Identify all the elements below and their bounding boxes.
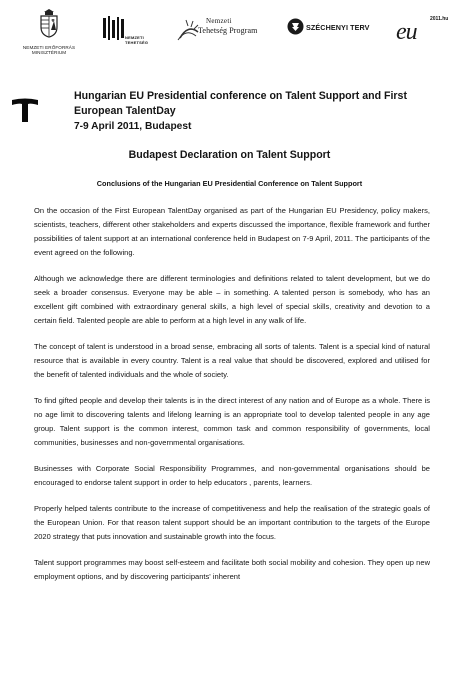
bars-logo — [103, 16, 163, 48]
bars-logo-line-2: TEHETSÉG — [125, 39, 149, 45]
paragraph-2: Although we acknowledge there are different terminologies and definitions related to talent development, but we do seek a broader consensus. Everyone may be able – in something. A talented person is somebody, who has an excellent gift combined with extraordinary general skills, a high level of special skills, creativity and devotion to a certain field. Talented people are able to perform at a high level in any walk of life. — [34, 274, 430, 325]
paragraph-7: Talent support programmes may boost self-esteem and facilitate both social mobility and cohesion. They open up new employment options, and by discovering participants' inherent — [34, 558, 430, 581]
barcode-bars-icon — [103, 16, 125, 46]
talent-logo-line-1: Nemzeti — [206, 17, 232, 25]
talent-program-logo — [176, 16, 276, 46]
declaration-subtitle: Conclusions of the Hungarian EU Presidential Conference on Talent Support — [96, 179, 363, 188]
ministry-line-1: NEMZETI ERŐFORRÁS — [22, 45, 76, 50]
conference-t-logo-icon — [12, 98, 38, 122]
paragraph-1: On the occasion of the First European TalentDay organised as part of the Hungarian EU Presidency, policy makers, scientists, teachers, different other stakeholders and experts discussed the importance, flexible framework and further possibilities of talent support at an international conference held in Budapest on 7-9 April, 2011. The participants of the event agreed on the following. — [34, 206, 430, 257]
bars-logo-line-1: NEMZETI — [125, 35, 144, 40]
szechenyi-logo — [287, 16, 387, 40]
szechenyi-text: SZÉCHENYI TERV — [306, 23, 370, 32]
talent-logo-line-2: Tehetség Program — [198, 26, 258, 35]
eu-script-text: eu — [396, 19, 417, 45]
coat-of-arms-icon — [38, 8, 60, 38]
paragraph-3: The concept of talent is understood in a broad sense, embracing all sorts of talents. Talent is a special kind of natural resource that is available in every country. Talent is a real value that should be discovered, explored and utilised for the benefit of talented individuals and the whole of society. — [34, 342, 430, 379]
declaration-title: Budapest Declaration on Talent Support — [128, 149, 331, 161]
conference-date: 7-9 April 2011, Budapest — [74, 121, 192, 132]
logo-header — [0, 4, 459, 66]
paragraph-4: To find gifted people and develop their talents is in the direct interest of any nation and of Europe as a whole. There is no age limit to discovering talents and lifelong learning is an appropriate tool to develop talented people in any age group. Talent support is the common interest, common task and common responsibility of governments, local communities, businesses and non-governmental organisations. — [34, 396, 430, 447]
eu-presidency-logo — [390, 14, 456, 44]
paragraph-5: Businesses with Corporate Social Responsibility Programmes, and non-governmental organisations should be encouraged to endorse talent support in order to help educators , parents, learners. — [34, 464, 430, 487]
paragraph-6: Properly helped talents contribute to the increase of competitiveness and help the realisation of the strategic goals of the European Union. For that reason talent support should be an important contribution to the targets of the Europe 2020 strategy that puts innovation and sustainable growth into the focus. — [34, 504, 430, 541]
conference-title: Hungarian EU Presidential conference on Talent Support and First European TalentDay — [74, 90, 407, 117]
eu-year-text: 2011.hu — [430, 16, 449, 22]
sunburst-icon — [176, 18, 200, 42]
declaration-body — [34, 204, 430, 584]
ministry-line-2: MINISZTÉRIUM — [31, 50, 67, 56]
szechenyi-emblem-icon — [287, 18, 304, 35]
ministry-logo — [14, 8, 84, 56]
